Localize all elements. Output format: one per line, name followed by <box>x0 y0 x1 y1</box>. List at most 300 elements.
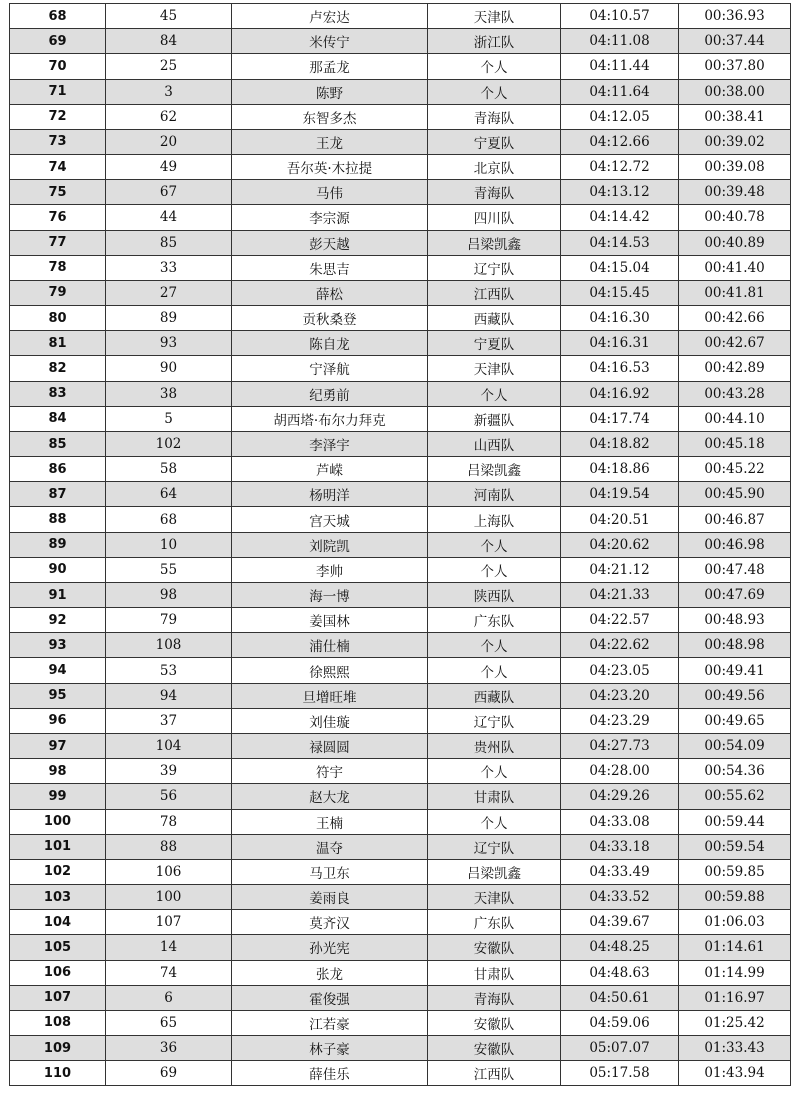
time-cell: 04:28.00 <box>561 759 679 784</box>
team-cell: 个人 <box>428 658 561 683</box>
team-cell: 青海队 <box>428 180 561 205</box>
table-row <box>10 306 791 331</box>
gap-cell: 00:37.80 <box>679 54 791 79</box>
table-row <box>10 885 791 910</box>
bib-cell: 94 <box>106 683 232 708</box>
bib-cell: 67 <box>106 180 232 205</box>
time-cell: 04:18.82 <box>561 431 679 456</box>
team-cell: 个人 <box>428 759 561 784</box>
table-row <box>10 129 791 154</box>
rank-cell: 100 <box>10 809 106 834</box>
team-cell: 个人 <box>428 79 561 104</box>
bib-cell: 64 <box>106 482 232 507</box>
team-cell: 广东队 <box>428 608 561 633</box>
rank-cell: 86 <box>10 457 106 482</box>
rank-cell: 82 <box>10 356 106 381</box>
team-cell: 个人 <box>428 809 561 834</box>
time-cell: 04:16.53 <box>561 356 679 381</box>
team-cell: 上海队 <box>428 507 561 532</box>
bib-cell: 84 <box>106 29 232 54</box>
team-cell: 宁夏队 <box>428 129 561 154</box>
gap-cell: 01:43.94 <box>679 1061 791 1086</box>
bib-cell: 39 <box>106 759 232 784</box>
time-cell: 04:21.33 <box>561 582 679 607</box>
name-cell: 刘院凯 <box>232 532 428 557</box>
time-cell: 04:13.12 <box>561 180 679 205</box>
gap-cell: 00:49.41 <box>679 658 791 683</box>
bib-cell: 3 <box>106 79 232 104</box>
time-cell: 04:16.31 <box>561 331 679 356</box>
bib-cell: 89 <box>106 306 232 331</box>
rank-cell: 74 <box>10 155 106 180</box>
bib-cell: 20 <box>106 129 232 154</box>
table-row <box>10 104 791 129</box>
name-cell: 东智多杰 <box>232 104 428 129</box>
gap-cell: 00:54.09 <box>679 733 791 758</box>
team-cell: 天津队 <box>428 885 561 910</box>
gap-cell: 01:14.61 <box>679 935 791 960</box>
gap-cell: 00:45.22 <box>679 457 791 482</box>
bib-cell: 38 <box>106 381 232 406</box>
team-cell: 天津队 <box>428 4 561 29</box>
gap-cell: 00:38.00 <box>679 79 791 104</box>
team-cell: 浙江队 <box>428 29 561 54</box>
time-cell: 04:12.05 <box>561 104 679 129</box>
bib-cell: 100 <box>106 885 232 910</box>
rank-cell: 101 <box>10 834 106 859</box>
gap-cell: 01:16.97 <box>679 985 791 1010</box>
gap-cell: 01:33.43 <box>679 1036 791 1061</box>
table-row <box>10 482 791 507</box>
rank-cell: 110 <box>10 1061 106 1086</box>
gap-cell: 00:42.67 <box>679 331 791 356</box>
gap-cell: 00:49.56 <box>679 683 791 708</box>
gap-cell: 00:47.48 <box>679 557 791 582</box>
table-row <box>10 910 791 935</box>
table-row <box>10 834 791 859</box>
name-cell: 禄圆圆 <box>232 733 428 758</box>
team-cell: 个人 <box>428 557 561 582</box>
rank-cell: 91 <box>10 582 106 607</box>
rank-cell: 96 <box>10 708 106 733</box>
team-cell: 青海队 <box>428 985 561 1010</box>
rank-cell: 99 <box>10 784 106 809</box>
team-cell: 新疆队 <box>428 406 561 431</box>
team-cell: 西藏队 <box>428 683 561 708</box>
team-cell: 安徽队 <box>428 1010 561 1035</box>
name-cell: 薛松 <box>232 280 428 305</box>
name-cell: 贡秋桑登 <box>232 306 428 331</box>
bib-cell: 102 <box>106 431 232 456</box>
gap-cell: 00:45.18 <box>679 431 791 456</box>
bib-cell: 108 <box>106 633 232 658</box>
name-cell: 江若豪 <box>232 1010 428 1035</box>
bib-cell: 36 <box>106 1036 232 1061</box>
rank-cell: 108 <box>10 1010 106 1035</box>
name-cell: 符宇 <box>232 759 428 784</box>
team-cell: 青海队 <box>428 104 561 129</box>
rank-cell: 69 <box>10 29 106 54</box>
name-cell: 米传宁 <box>232 29 428 54</box>
gap-cell: 00:59.88 <box>679 885 791 910</box>
table-row <box>10 255 791 280</box>
name-cell: 霍俊强 <box>232 985 428 1010</box>
bib-cell: 68 <box>106 507 232 532</box>
gap-cell: 00:42.66 <box>679 306 791 331</box>
time-cell: 04:27.73 <box>561 733 679 758</box>
gap-cell: 00:44.10 <box>679 406 791 431</box>
table-row <box>10 532 791 557</box>
time-cell: 04:33.18 <box>561 834 679 859</box>
rank-cell: 109 <box>10 1036 106 1061</box>
name-cell: 陈自龙 <box>232 331 428 356</box>
rank-cell: 98 <box>10 759 106 784</box>
team-cell: 四川队 <box>428 205 561 230</box>
table-row <box>10 457 791 482</box>
bib-cell: 85 <box>106 230 232 255</box>
rank-cell: 71 <box>10 79 106 104</box>
gap-cell: 00:49.65 <box>679 708 791 733</box>
rank-cell: 85 <box>10 431 106 456</box>
results-body <box>10 4 791 1086</box>
gap-cell: 00:39.08 <box>679 155 791 180</box>
time-cell: 04:23.20 <box>561 683 679 708</box>
team-cell: 吕梁凯鑫 <box>428 457 561 482</box>
rank-cell: 105 <box>10 935 106 960</box>
name-cell: 卢宏达 <box>232 4 428 29</box>
rank-cell: 84 <box>10 406 106 431</box>
time-cell: 04:33.49 <box>561 859 679 884</box>
gap-cell: 00:43.28 <box>679 381 791 406</box>
name-cell: 王楠 <box>232 809 428 834</box>
bib-cell: 62 <box>106 104 232 129</box>
name-cell: 旦增旺堆 <box>232 683 428 708</box>
team-cell: 个人 <box>428 381 561 406</box>
time-cell: 04:12.66 <box>561 129 679 154</box>
time-cell: 04:14.42 <box>561 205 679 230</box>
gap-cell: 00:59.85 <box>679 859 791 884</box>
rank-cell: 95 <box>10 683 106 708</box>
gap-cell: 00:39.48 <box>679 180 791 205</box>
table-row <box>10 79 791 104</box>
rank-cell: 68 <box>10 4 106 29</box>
name-cell: 宫天城 <box>232 507 428 532</box>
rank-cell: 92 <box>10 608 106 633</box>
rank-cell: 77 <box>10 230 106 255</box>
time-cell: 05:07.07 <box>561 1036 679 1061</box>
rank-cell: 107 <box>10 985 106 1010</box>
table-row <box>10 1010 791 1035</box>
bib-cell: 106 <box>106 859 232 884</box>
team-cell: 个人 <box>428 54 561 79</box>
table-row <box>10 54 791 79</box>
name-cell: 姜国林 <box>232 608 428 633</box>
time-cell: 04:17.74 <box>561 406 679 431</box>
table-row <box>10 1036 791 1061</box>
table-row <box>10 985 791 1010</box>
gap-cell: 00:41.40 <box>679 255 791 280</box>
table-row <box>10 1061 791 1086</box>
bib-cell: 53 <box>106 658 232 683</box>
team-cell: 广东队 <box>428 910 561 935</box>
time-cell: 04:11.64 <box>561 79 679 104</box>
name-cell: 朱思吉 <box>232 255 428 280</box>
table-row <box>10 859 791 884</box>
name-cell: 温夺 <box>232 834 428 859</box>
team-cell: 河南队 <box>428 482 561 507</box>
team-cell: 西藏队 <box>428 306 561 331</box>
gap-cell: 00:46.98 <box>679 532 791 557</box>
rank-cell: 73 <box>10 129 106 154</box>
rank-cell: 104 <box>10 910 106 935</box>
time-cell: 04:11.08 <box>561 29 679 54</box>
rank-cell: 76 <box>10 205 106 230</box>
name-cell: 浦仕楠 <box>232 633 428 658</box>
team-cell: 个人 <box>428 633 561 658</box>
gap-cell: 00:48.93 <box>679 608 791 633</box>
team-cell: 江西队 <box>428 1061 561 1086</box>
table-row <box>10 406 791 431</box>
team-cell: 江西队 <box>428 280 561 305</box>
team-cell: 个人 <box>428 532 561 557</box>
table-row <box>10 633 791 658</box>
name-cell: 吾尔英·木拉提 <box>232 155 428 180</box>
gap-cell: 01:25.42 <box>679 1010 791 1035</box>
rank-cell: 102 <box>10 859 106 884</box>
time-cell: 04:20.62 <box>561 532 679 557</box>
rank-cell: 72 <box>10 104 106 129</box>
table-row <box>10 809 791 834</box>
name-cell: 李宗源 <box>232 205 428 230</box>
gap-cell: 00:54.36 <box>679 759 791 784</box>
table-row <box>10 582 791 607</box>
time-cell: 04:21.12 <box>561 557 679 582</box>
name-cell: 王龙 <box>232 129 428 154</box>
gap-cell: 00:39.02 <box>679 129 791 154</box>
time-cell: 04:59.06 <box>561 1010 679 1035</box>
rank-cell: 79 <box>10 280 106 305</box>
time-cell: 04:16.30 <box>561 306 679 331</box>
table-row <box>10 29 791 54</box>
time-cell: 04:23.29 <box>561 708 679 733</box>
team-cell: 甘肃队 <box>428 784 561 809</box>
team-cell: 甘肃队 <box>428 960 561 985</box>
table-row <box>10 205 791 230</box>
time-cell: 04:10.57 <box>561 4 679 29</box>
bib-cell: 107 <box>106 910 232 935</box>
time-cell: 04:11.44 <box>561 54 679 79</box>
bib-cell: 37 <box>106 708 232 733</box>
bib-cell: 74 <box>106 960 232 985</box>
time-cell: 04:50.61 <box>561 985 679 1010</box>
rank-cell: 93 <box>10 633 106 658</box>
gap-cell: 00:48.98 <box>679 633 791 658</box>
table-row <box>10 960 791 985</box>
table-row <box>10 230 791 255</box>
results-table <box>9 3 791 1086</box>
bib-cell: 44 <box>106 205 232 230</box>
name-cell: 张龙 <box>232 960 428 985</box>
rank-cell: 106 <box>10 960 106 985</box>
gap-cell: 00:42.89 <box>679 356 791 381</box>
gap-cell: 00:55.62 <box>679 784 791 809</box>
time-cell: 04:15.45 <box>561 280 679 305</box>
name-cell: 徐熙熙 <box>232 658 428 683</box>
gap-cell: 00:41.81 <box>679 280 791 305</box>
name-cell: 林子豪 <box>232 1036 428 1061</box>
gap-cell: 00:40.89 <box>679 230 791 255</box>
time-cell: 04:16.92 <box>561 381 679 406</box>
bib-cell: 10 <box>106 532 232 557</box>
gap-cell: 00:59.44 <box>679 809 791 834</box>
rank-cell: 81 <box>10 331 106 356</box>
team-cell: 辽宁队 <box>428 708 561 733</box>
name-cell: 赵大龙 <box>232 784 428 809</box>
rank-cell: 89 <box>10 532 106 557</box>
name-cell: 纪勇前 <box>232 381 428 406</box>
time-cell: 04:18.86 <box>561 457 679 482</box>
time-cell: 04:22.57 <box>561 608 679 633</box>
name-cell: 杨明洋 <box>232 482 428 507</box>
bib-cell: 93 <box>106 331 232 356</box>
time-cell: 04:22.62 <box>561 633 679 658</box>
name-cell: 胡西塔·布尔力拜克 <box>232 406 428 431</box>
team-cell: 辽宁队 <box>428 834 561 859</box>
team-cell: 辽宁队 <box>428 255 561 280</box>
name-cell: 孙光宪 <box>232 935 428 960</box>
table-row <box>10 356 791 381</box>
table-row <box>10 658 791 683</box>
name-cell: 莫齐汉 <box>232 910 428 935</box>
name-cell: 马伟 <box>232 180 428 205</box>
gap-cell: 00:40.78 <box>679 205 791 230</box>
rank-cell: 80 <box>10 306 106 331</box>
name-cell: 海一博 <box>232 582 428 607</box>
table-row <box>10 683 791 708</box>
rank-cell: 97 <box>10 733 106 758</box>
team-cell: 安徽队 <box>428 1036 561 1061</box>
table-row <box>10 507 791 532</box>
team-cell: 宁夏队 <box>428 331 561 356</box>
team-cell: 贵州队 <box>428 733 561 758</box>
gap-cell: 00:37.44 <box>679 29 791 54</box>
name-cell: 陈野 <box>232 79 428 104</box>
time-cell: 04:39.67 <box>561 910 679 935</box>
name-cell: 芦嵘 <box>232 457 428 482</box>
table-row <box>10 557 791 582</box>
name-cell: 马卫东 <box>232 859 428 884</box>
time-cell: 04:15.04 <box>561 255 679 280</box>
rank-cell: 88 <box>10 507 106 532</box>
gap-cell: 00:38.41 <box>679 104 791 129</box>
bib-cell: 78 <box>106 809 232 834</box>
bib-cell: 65 <box>106 1010 232 1035</box>
name-cell: 李泽宇 <box>232 431 428 456</box>
name-cell: 那孟龙 <box>232 54 428 79</box>
bib-cell: 45 <box>106 4 232 29</box>
gap-cell: 00:46.87 <box>679 507 791 532</box>
table-row <box>10 381 791 406</box>
team-cell: 安徽队 <box>428 935 561 960</box>
team-cell: 天津队 <box>428 356 561 381</box>
bib-cell: 98 <box>106 582 232 607</box>
bib-cell: 88 <box>106 834 232 859</box>
gap-cell: 00:45.90 <box>679 482 791 507</box>
bib-cell: 49 <box>106 155 232 180</box>
rank-cell: 83 <box>10 381 106 406</box>
name-cell: 刘佳璇 <box>232 708 428 733</box>
table-row <box>10 4 791 29</box>
table-row <box>10 608 791 633</box>
bib-cell: 90 <box>106 356 232 381</box>
name-cell: 薛佳乐 <box>232 1061 428 1086</box>
team-cell: 北京队 <box>428 155 561 180</box>
table-row <box>10 155 791 180</box>
bib-cell: 56 <box>106 784 232 809</box>
time-cell: 04:48.25 <box>561 935 679 960</box>
rank-cell: 70 <box>10 54 106 79</box>
bib-cell: 58 <box>106 457 232 482</box>
bib-cell: 33 <box>106 255 232 280</box>
table-row <box>10 759 791 784</box>
time-cell: 04:23.05 <box>561 658 679 683</box>
team-cell: 吕梁凯鑫 <box>428 230 561 255</box>
team-cell: 山西队 <box>428 431 561 456</box>
time-cell: 04:20.51 <box>561 507 679 532</box>
name-cell: 姜雨良 <box>232 885 428 910</box>
bib-cell: 6 <box>106 985 232 1010</box>
time-cell: 04:12.72 <box>561 155 679 180</box>
name-cell: 宁泽航 <box>232 356 428 381</box>
time-cell: 04:33.52 <box>561 885 679 910</box>
name-cell: 李帅 <box>232 557 428 582</box>
bib-cell: 27 <box>106 280 232 305</box>
table-row <box>10 280 791 305</box>
team-cell: 吕梁凯鑫 <box>428 859 561 884</box>
gap-cell: 00:47.69 <box>679 582 791 607</box>
time-cell: 04:29.26 <box>561 784 679 809</box>
gap-cell: 01:06.03 <box>679 910 791 935</box>
rank-cell: 90 <box>10 557 106 582</box>
time-cell: 05:17.58 <box>561 1061 679 1086</box>
rank-cell: 87 <box>10 482 106 507</box>
rank-cell: 103 <box>10 885 106 910</box>
bib-cell: 5 <box>106 406 232 431</box>
bib-cell: 69 <box>106 1061 232 1086</box>
time-cell: 04:48.63 <box>561 960 679 985</box>
table-row <box>10 180 791 205</box>
table-row <box>10 784 791 809</box>
gap-cell: 01:14.99 <box>679 960 791 985</box>
rank-cell: 78 <box>10 255 106 280</box>
team-cell: 陕西队 <box>428 582 561 607</box>
table-row <box>10 331 791 356</box>
time-cell: 04:33.08 <box>561 809 679 834</box>
bib-cell: 55 <box>106 557 232 582</box>
bib-cell: 104 <box>106 733 232 758</box>
bib-cell: 14 <box>106 935 232 960</box>
table-row <box>10 708 791 733</box>
table-row <box>10 935 791 960</box>
time-cell: 04:19.54 <box>561 482 679 507</box>
table-row <box>10 733 791 758</box>
gap-cell: 00:59.54 <box>679 834 791 859</box>
bib-cell: 79 <box>106 608 232 633</box>
table-row <box>10 431 791 456</box>
rank-cell: 94 <box>10 658 106 683</box>
time-cell: 04:14.53 <box>561 230 679 255</box>
name-cell: 彭天越 <box>232 230 428 255</box>
